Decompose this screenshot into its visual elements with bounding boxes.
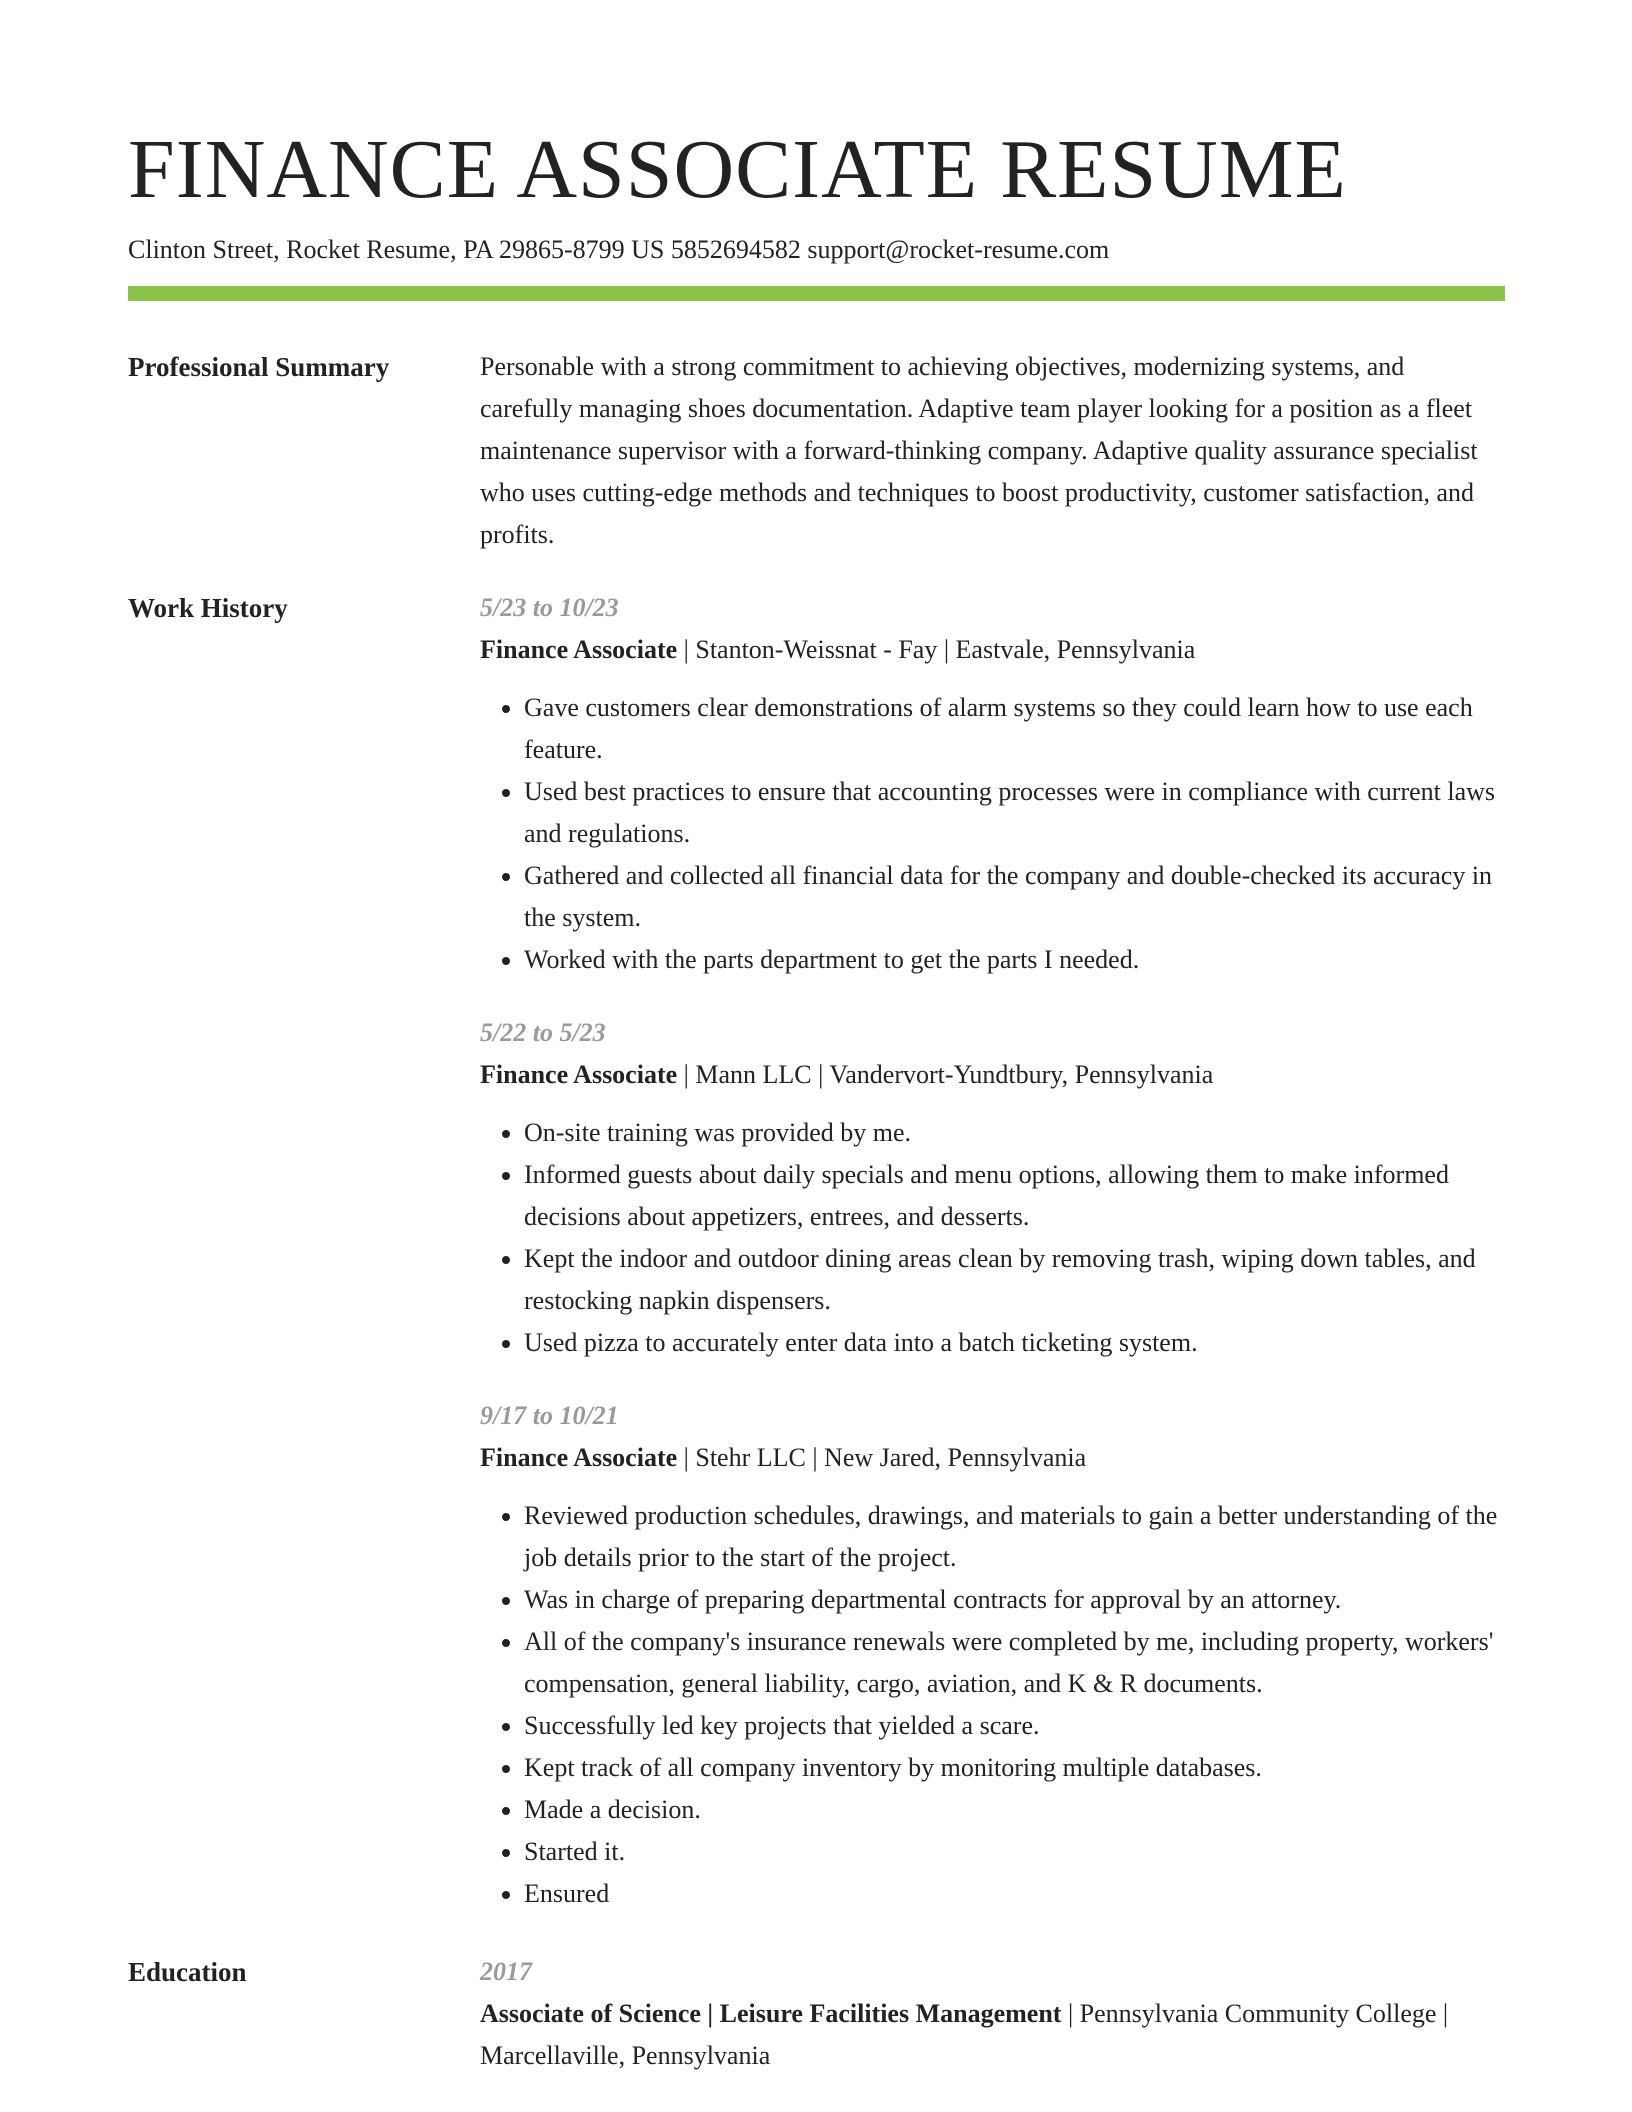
duty-item: • On-site training was provided by me. (524, 1112, 1500, 1154)
duty-item: • Kept track of all company inventory by monitoring multiple databases. (524, 1747, 1500, 1789)
work-history-body (480, 587, 1500, 1915)
job-title: Finance Associate (480, 1443, 678, 1472)
duty-item: • All of the company's insurance renewals were completed by me, including property, workers' compensation, general liability, cargo, aviation, and K & R documents. (524, 1621, 1500, 1705)
duty-item: • Worked with the parts department to get the parts I needed. (524, 939, 1500, 981)
job-duties-list (480, 1112, 1500, 1364)
education-body (480, 1951, 1500, 2077)
job-duties-list (480, 1495, 1500, 1915)
resume-title: FINANCE ASSOCIATE RESUME (128, 123, 1347, 216)
summary-label: Professional Summary (128, 352, 390, 382)
duty-item: • Kept the indoor and outdoor dining areas clean by removing trash, wiping down tables, and restocking napkin dispensers. (524, 1238, 1500, 1322)
header-divider (128, 286, 1505, 301)
duty-item: • Reviewed production schedules, drawings, and materials to gain a better understanding of the job details prior to the start of the project. (524, 1495, 1500, 1579)
job-details: | Stehr LLC | New Jared, Pennsylvania (677, 1443, 1087, 1472)
job-details: | Stanton-Weissnat - Fay | Eastvale, Pennsylvania (677, 635, 1196, 664)
duty-item: • Started it. (524, 1831, 1500, 1873)
job-entry (480, 1012, 1500, 1364)
job-duties-list (480, 687, 1500, 981)
contact-line: Clinton Street, Rocket Resume, PA 29865-8799 US 5852694582 support@rocket-resume.com (128, 235, 1110, 264)
duty-item: • Used pizza to accurately enter data into a batch ticketing system. (524, 1322, 1500, 1364)
education-degree: Associate of Science | Leisure Facilities Management (480, 1999, 1062, 2028)
education-label: Education (128, 1957, 247, 1987)
duty-item: • Ensured (524, 1873, 1500, 1915)
duty-item: • Gathered and collected all financial data for the company and double-checked its accuracy in the system. (524, 855, 1500, 939)
duty-item: • Was in charge of preparing departmental contracts for approval by an attorney. (524, 1579, 1500, 1621)
job-dates: 5/23 to 10/23 (480, 593, 619, 622)
job-heading (480, 1054, 1500, 1096)
job-entry (480, 1395, 1500, 1915)
duty-item: • Informed guests about daily specials and menu options, allowing them to make informed decisions about appetizers, entrees, and desserts. (524, 1154, 1500, 1238)
job-details: | Mann LLC | Vandervort-Yundtbury, Pennsylvania (677, 1060, 1214, 1089)
education-details: | Pennsylvania Community College | Marcellaville, Pennsylvania (480, 1999, 1449, 2070)
job-dates: 9/17 to 10/21 (480, 1401, 619, 1430)
job-title: Finance Associate (480, 1060, 678, 1089)
summary-text: Personable with a strong commitment to achieving objectives, modernizing systems, and carefully managing shoes documentation. Adaptive team player looking for a position as a fleet maintenance supervisor with a forward-thinking company. Adaptive quality assurance specialist who uses cutting-edge methods and techniques to boost productivity, customer satisfaction, and profits. (480, 352, 1478, 549)
duty-item: • Gave customers clear demonstrations of alarm systems so they could learn how to use each feature. (524, 687, 1500, 771)
job-dates: 5/22 to 5/23 (480, 1018, 606, 1047)
job-heading (480, 1437, 1500, 1479)
job-entry (480, 587, 1500, 981)
duty-item: • Successfully led key projects that yielded a scare. (524, 1705, 1500, 1747)
job-heading (480, 629, 1500, 671)
work-history-label: Work History (128, 593, 288, 623)
duty-item: • Used best practices to ensure that accounting processes were in compliance with current laws and regulations. (524, 771, 1500, 855)
duty-item: • Made a decision. (524, 1789, 1500, 1831)
education-year: 2017 (480, 1957, 532, 1986)
job-title: Finance Associate (480, 635, 678, 664)
education-heading (480, 1993, 1500, 2077)
summary-body (480, 346, 1500, 556)
